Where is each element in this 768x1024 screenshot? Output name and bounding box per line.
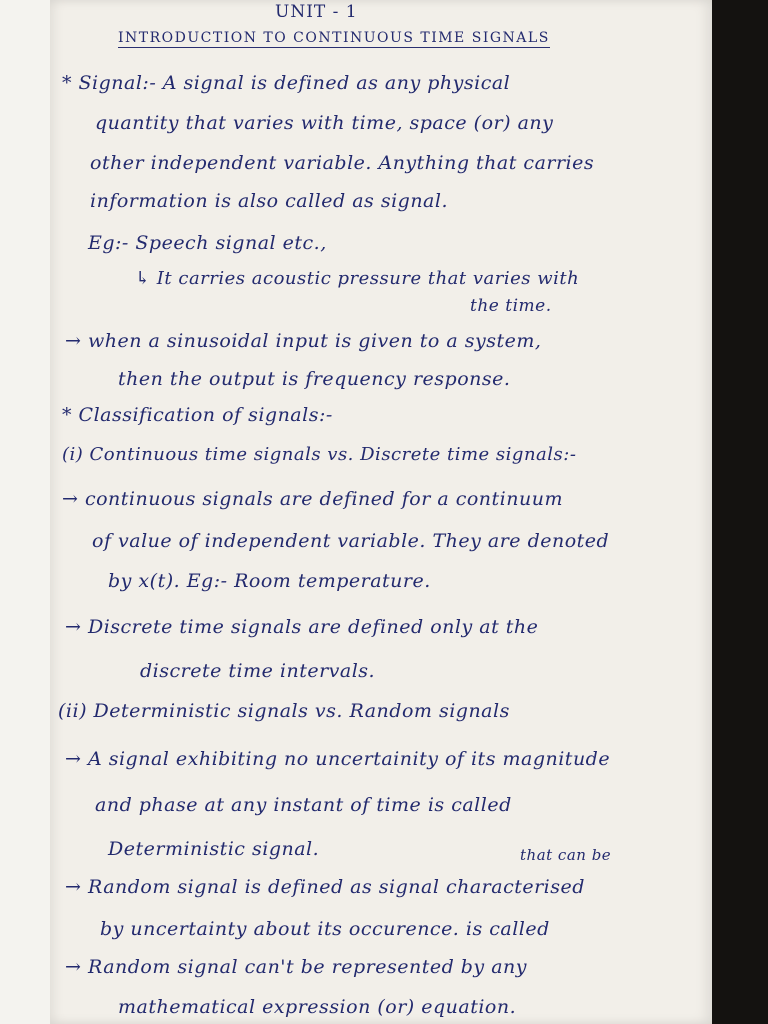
page-title: UNIT - 1 <box>275 2 358 22</box>
note-line: the time. <box>470 296 552 316</box>
note-line: * Signal:- A signal is defined as any physical <box>62 72 511 94</box>
note-line: → continuous signals are defined for a continuum <box>62 488 563 510</box>
note-line: information is also called as signal. <box>90 190 448 212</box>
note-line: Eg:- Speech signal etc., <box>88 232 327 254</box>
note-line: Deterministic signal. <box>108 838 320 860</box>
note-line: → A signal exhibiting no uncertainity of its magnitude <box>65 748 611 770</box>
note-line: then the output is frequency response. <box>118 368 511 390</box>
background-right <box>712 0 768 1024</box>
note-line: → Random signal is defined as signal characterised <box>65 876 585 898</box>
note-line: → Random signal can't be represented by any <box>65 956 528 978</box>
note-line: of value of independent variable. They are denoted <box>92 530 610 552</box>
note-line: → Discrete time signals are defined only at the <box>65 616 539 638</box>
note-line: and phase at any instant of time is called <box>95 794 512 816</box>
page-subtitle: INTRODUCTION TO CONTINUOUS TIME SIGNALS <box>118 30 550 46</box>
note-line: (ii) Deterministic signals vs. Random signals <box>58 700 510 722</box>
note-line: quantity that varies with time, space (or) any <box>95 112 554 134</box>
note-line: by x(t). Eg:- Room temperature. <box>108 570 431 592</box>
note-line: * Classification of signals:- <box>62 404 333 426</box>
background-left <box>0 0 50 1024</box>
note-line: → when a sinusoidal input is given to a system, <box>65 330 542 352</box>
note-line: ↳ It carries acoustic pressure that varies with <box>135 268 580 289</box>
note-line: that can be <box>520 846 612 864</box>
note-line: (i) Continuous time signals vs. Discrete time signals:- <box>62 444 577 465</box>
note-line: discrete time intervals. <box>140 660 376 682</box>
note-line: by uncertainty about its occurence. is called <box>100 918 550 940</box>
note-line: mathematical expression (or) equation. <box>118 996 517 1018</box>
note-line: other independent variable. Anything that carries <box>90 152 595 174</box>
